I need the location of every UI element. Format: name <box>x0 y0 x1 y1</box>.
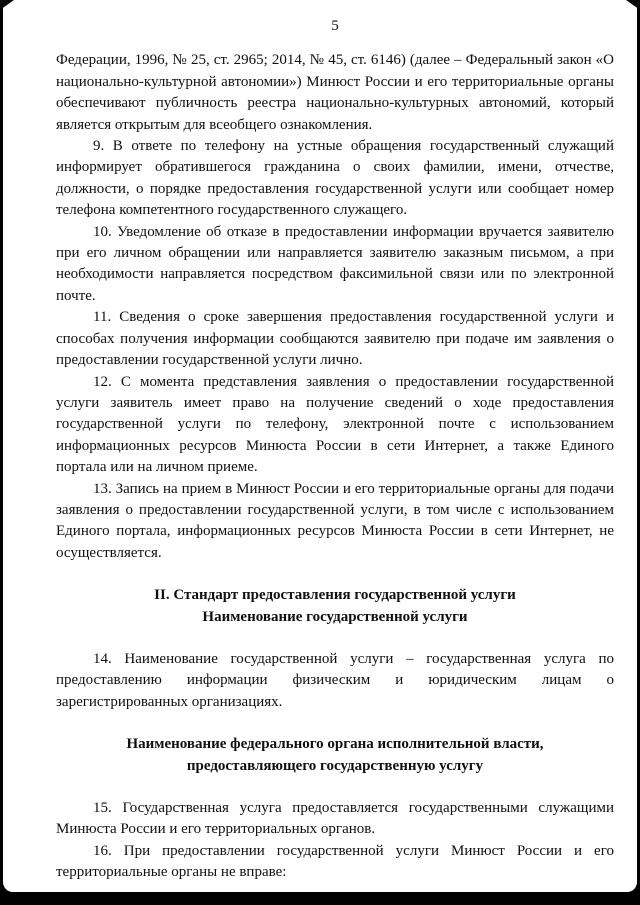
paragraph: 15. Государственная услуга предоставляется государственными служащими Минюста России и его территориальных органов. <box>56 800 614 838</box>
paragraph: 14. Наименование государственной услуги – государственная услуга по предоставлению информации физическим и юридическим лицам о зарегистрированных организациях. <box>56 650 614 710</box>
heading-line: предоставляющего государственную услугу <box>186 757 484 774</box>
paragraph: 12. С момента представления заявления о предоставлении государственной услуги заявитель имеет право на получение сведений о ходе предоставления государственной услуги по телефону, электронной почте с использованием информационных ресурсов Минюста России в сети Интернет, а также Единого портала или на личном приеме. <box>56 373 614 476</box>
page-number: 5 <box>331 18 339 34</box>
paragraph: 16. При предоставлении государственной услуги Минюст России и его территориальные органы не вправе: <box>56 842 614 881</box>
paragraph: 13. Запись на прием в Минюст России и его территориальные органы для подачи заявления о предоставлении государственной услуги, в том числе с использованием Единого портала, информационных ресурсов Минюста России в сети Интернет, не осуществляется. <box>56 480 614 561</box>
section-heading <box>56 585 614 628</box>
page-corner-top-left <box>0 0 14 10</box>
heading-line: Наименование государственной услуги <box>202 608 468 625</box>
paragraph: 11. Сведения о сроке завершения предоставления государственной услуги и способах получения информации сообщаются заявителю при подаче им заявления о предоставлении государственной услуги лично. <box>56 309 614 369</box>
paragraph: 9. В ответе по телефону на устные обращения государственный служащий информирует обратившегося гражданина о своих фамилии, имени, отчестве, должности, о порядке предоставления государственной услуги или сообщает номер телефона компетентного государственного служащего. <box>56 138 614 219</box>
heading-line: Наименование федерального органа исполнительной власти, <box>126 736 544 753</box>
paragraph: 10. Уведомление об отказе в предоставлении информации вручается заявителю при его личном обращении или направляется заявителю заказным письмом, а при необходимости направляется посредством факсимильной связи или по электронной почте. <box>56 223 614 304</box>
section-heading <box>56 734 614 777</box>
heading-line: II. Стандарт предоставления государственной услуги <box>154 587 516 604</box>
page-content <box>56 16 614 884</box>
page-corner-top-right <box>626 0 640 10</box>
paragraph: Федерации, 1996, № 25, ст. 2965; 2014, № 45, ст. 6146) (далее – Федеральный закон «О национально-культурной автономии») Минюст России и его территориальные органы обеспечивают публичность реестра национально-культурных автономий, который является открытым для всеобщего ознакомления. <box>56 52 614 133</box>
